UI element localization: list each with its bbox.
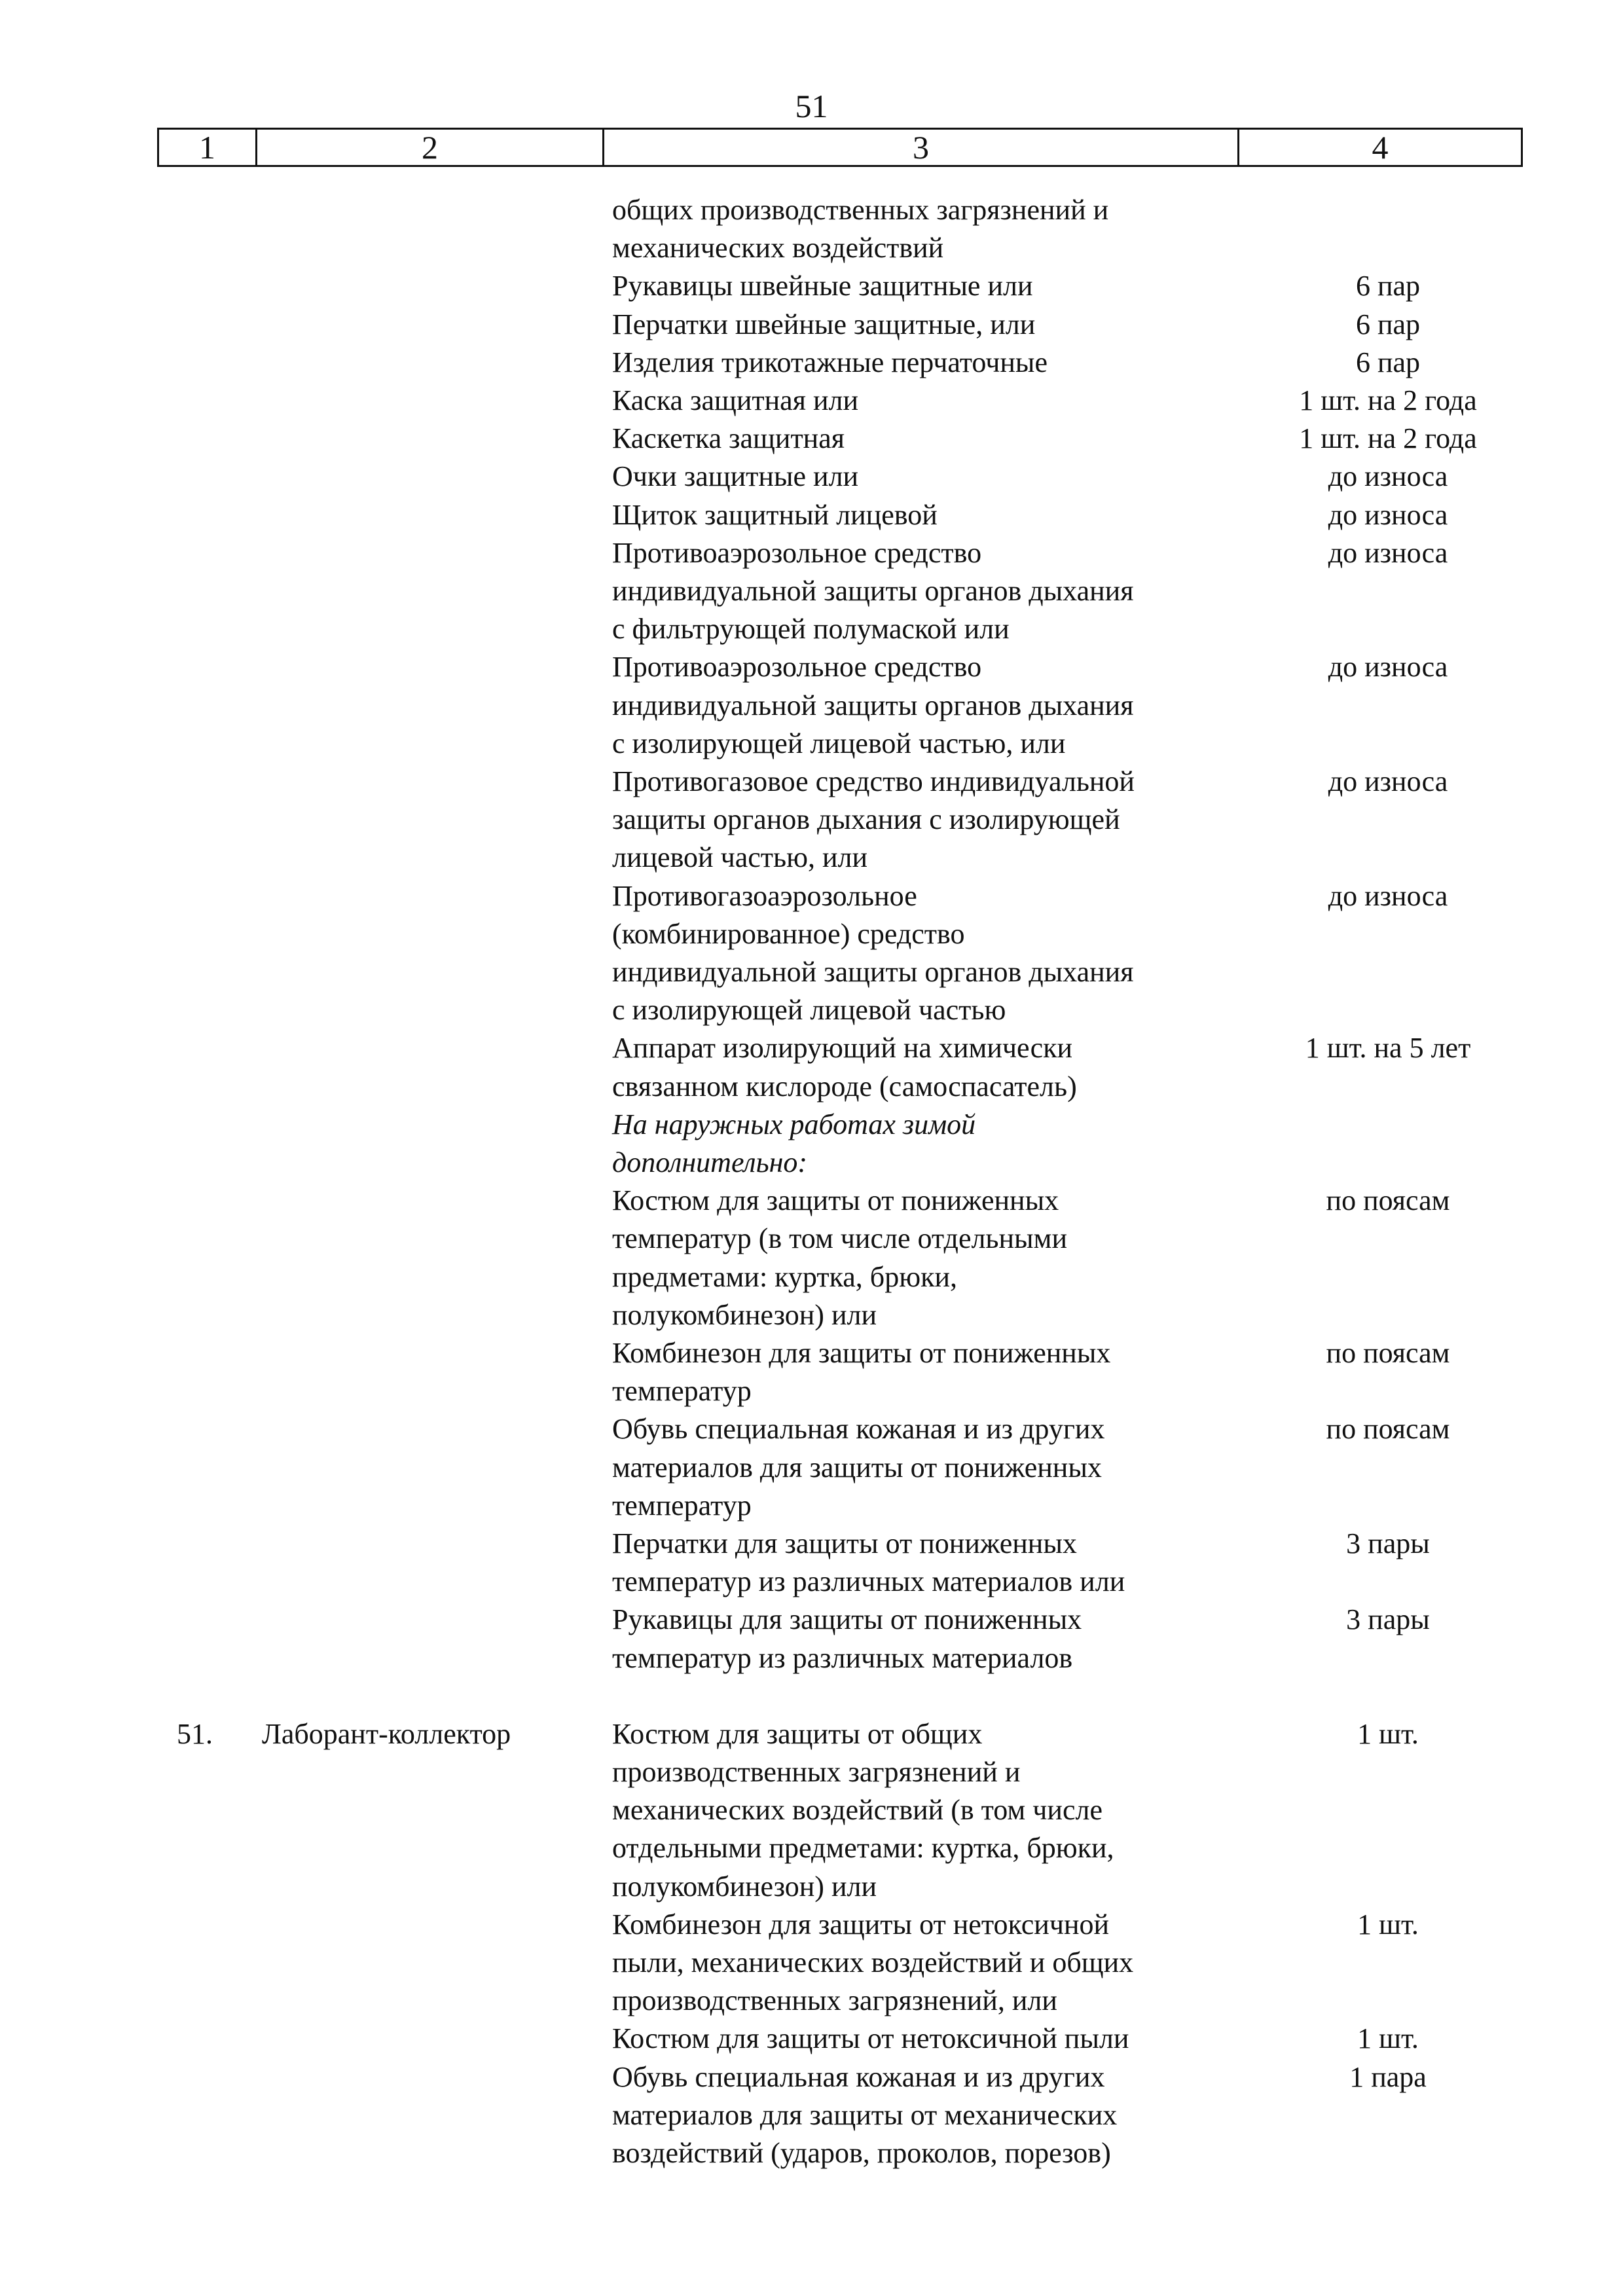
item-text-line: Щиток защитный лицевой bbox=[612, 498, 938, 531]
item-quantity: 6 пар bbox=[1355, 308, 1421, 340]
item-text-line: температур bbox=[612, 1375, 752, 1408]
item-text-line: индивидуальной защиты органов дыхания bbox=[612, 689, 1134, 721]
item-text-line: температур bbox=[612, 1489, 752, 1522]
item-text-line: Костюм для защиты от пониженных bbox=[612, 1184, 1059, 1217]
item-text-line: температур из различных материалов или bbox=[612, 1565, 1125, 1598]
item-text-line: отдельными предметами: куртка, брюки, bbox=[612, 1832, 1114, 1865]
item-text-line: Комбинезон для защиты от нетоксичной bbox=[612, 1908, 1110, 1941]
item-text-line: материалов для защиты от механических bbox=[612, 2098, 1118, 2131]
item-text-line: температур (в том числе отдельными bbox=[612, 1222, 1067, 1255]
header-col-4: 4 bbox=[1372, 129, 1389, 166]
item-quantity: до износа bbox=[1328, 879, 1448, 912]
item-text-line: дополнительно: bbox=[612, 1146, 808, 1178]
item-quantity: 1 шт. bbox=[1357, 2022, 1419, 2055]
item-quantity: 1 шт. на 2 года bbox=[1299, 384, 1477, 416]
item-quantity: 1 пара bbox=[1349, 2060, 1427, 2093]
item-text-line: производственных загрязнений, или bbox=[612, 1984, 1057, 2017]
entry-number: 51. bbox=[177, 1717, 213, 1750]
item-text-line: Рукавицы для защиты от пониженных bbox=[612, 1603, 1082, 1636]
item-text-line: общих производственных загрязнений и bbox=[612, 194, 1109, 226]
header-col-3: 3 bbox=[604, 130, 1239, 165]
item-text-line: защиты органов дыхания с изолирующей bbox=[612, 803, 1120, 836]
item-quantity: до износа bbox=[1328, 765, 1448, 797]
item-quantity: 1 шт. на 2 года bbox=[1299, 422, 1477, 455]
header-col-2: 2 bbox=[257, 130, 604, 165]
item-text-line: индивидуальной защиты органов дыхания bbox=[612, 575, 1134, 607]
item-text-line: с фильтрующей полумаской или bbox=[612, 613, 1010, 646]
item-text-line: индивидуальной защиты органов дыхания bbox=[612, 956, 1134, 988]
item-text-line: связанном кислороде (самоспасатель) bbox=[612, 1070, 1077, 1102]
item-quantity: 3 пары bbox=[1346, 1603, 1430, 1636]
item-quantity: до износа bbox=[1328, 536, 1448, 569]
item-text-line: предметами: куртка, брюки, bbox=[612, 1260, 957, 1293]
item-text-line: На наружных работах зимой bbox=[612, 1108, 976, 1140]
item-text-line: Обувь специальная кожаная и из других bbox=[612, 1413, 1105, 1446]
item-text-line: Перчатки швейные защитные, или bbox=[612, 308, 1036, 340]
item-text-line: Противогазовое средство индивидуальной bbox=[612, 765, 1135, 797]
item-text-line: Очки защитные или bbox=[612, 460, 859, 493]
item-quantity: 1 шт. bbox=[1357, 1908, 1419, 1941]
item-quantity: 1 шт. bbox=[1357, 1717, 1419, 1750]
item-quantity: 6 пар bbox=[1355, 346, 1421, 378]
item-quantity: по поясам bbox=[1326, 1413, 1450, 1446]
item-text-line: с изолирующей лицевой частью bbox=[612, 994, 1006, 1027]
item-text-line: материалов для защиты от пониженных bbox=[612, 1451, 1102, 1484]
item-text-line: Противоаэрозольное средство bbox=[612, 536, 982, 569]
item-text-line: Костюм для защиты от общих bbox=[612, 1717, 983, 1750]
item-text-line: лицевой частью, или bbox=[612, 841, 868, 874]
item-text-line: Аппарат изолирующий на химически bbox=[612, 1032, 1073, 1065]
item-text-line: Костюм для защиты от нетоксичной пыли bbox=[612, 2022, 1129, 2055]
item-quantity: 6 пар bbox=[1355, 270, 1421, 302]
entry-role: Лаборант-коллектор bbox=[262, 1717, 511, 1750]
item-text-line: (комбинированное) средство bbox=[612, 917, 965, 950]
item-text-line: Перчатки для защиты от пониженных bbox=[612, 1527, 1077, 1559]
item-text-line: производственных загрязнений и bbox=[612, 1756, 1021, 1788]
item-text-line: Комбинезон для защиты от пониженных bbox=[612, 1337, 1111, 1369]
item-quantity: по поясам bbox=[1326, 1184, 1450, 1217]
item-text-line: Обувь специальная кожаная и из других bbox=[612, 2060, 1105, 2093]
item-text-line: полукомбинезон) или bbox=[612, 1298, 877, 1331]
item-text-line: Изделия трикотажные перчаточные bbox=[612, 346, 1048, 378]
header-col-1: 1 bbox=[159, 130, 257, 165]
item-text-line: Каска защитная или bbox=[612, 384, 858, 416]
item-text-line: Противогазоаэрозольное bbox=[612, 879, 917, 912]
item-text-line: с изолирующей лицевой частью, или bbox=[612, 727, 1066, 759]
item-quantity: 1 шт. на 5 лет bbox=[1305, 1032, 1471, 1065]
item-text-line: температур из различных материалов bbox=[612, 1641, 1073, 1674]
item-text-line: механических воздействий (в том числе bbox=[612, 1794, 1103, 1827]
item-text-line: Противоаэрозольное средство bbox=[612, 651, 982, 683]
item-text-line: Рукавицы швейные защитные или bbox=[612, 270, 1033, 302]
item-text-line: пыли, механических воздействий и общих bbox=[612, 1946, 1134, 1978]
item-text-line: воздействий (ударов, проколов, порезов) bbox=[612, 2137, 1111, 2169]
item-quantity: до износа bbox=[1328, 460, 1448, 493]
page-number: 51 bbox=[795, 88, 828, 124]
item-text-line: Каскетка защитная bbox=[612, 422, 845, 455]
item-text-line: полукомбинезон) или bbox=[612, 1870, 877, 1903]
item-quantity: 3 пары bbox=[1346, 1527, 1430, 1559]
item-quantity: до износа bbox=[1328, 498, 1448, 531]
item-quantity: до износа bbox=[1328, 651, 1448, 683]
item-text-line: механических воздействий bbox=[612, 232, 944, 264]
item-quantity: по поясам bbox=[1326, 1337, 1450, 1369]
